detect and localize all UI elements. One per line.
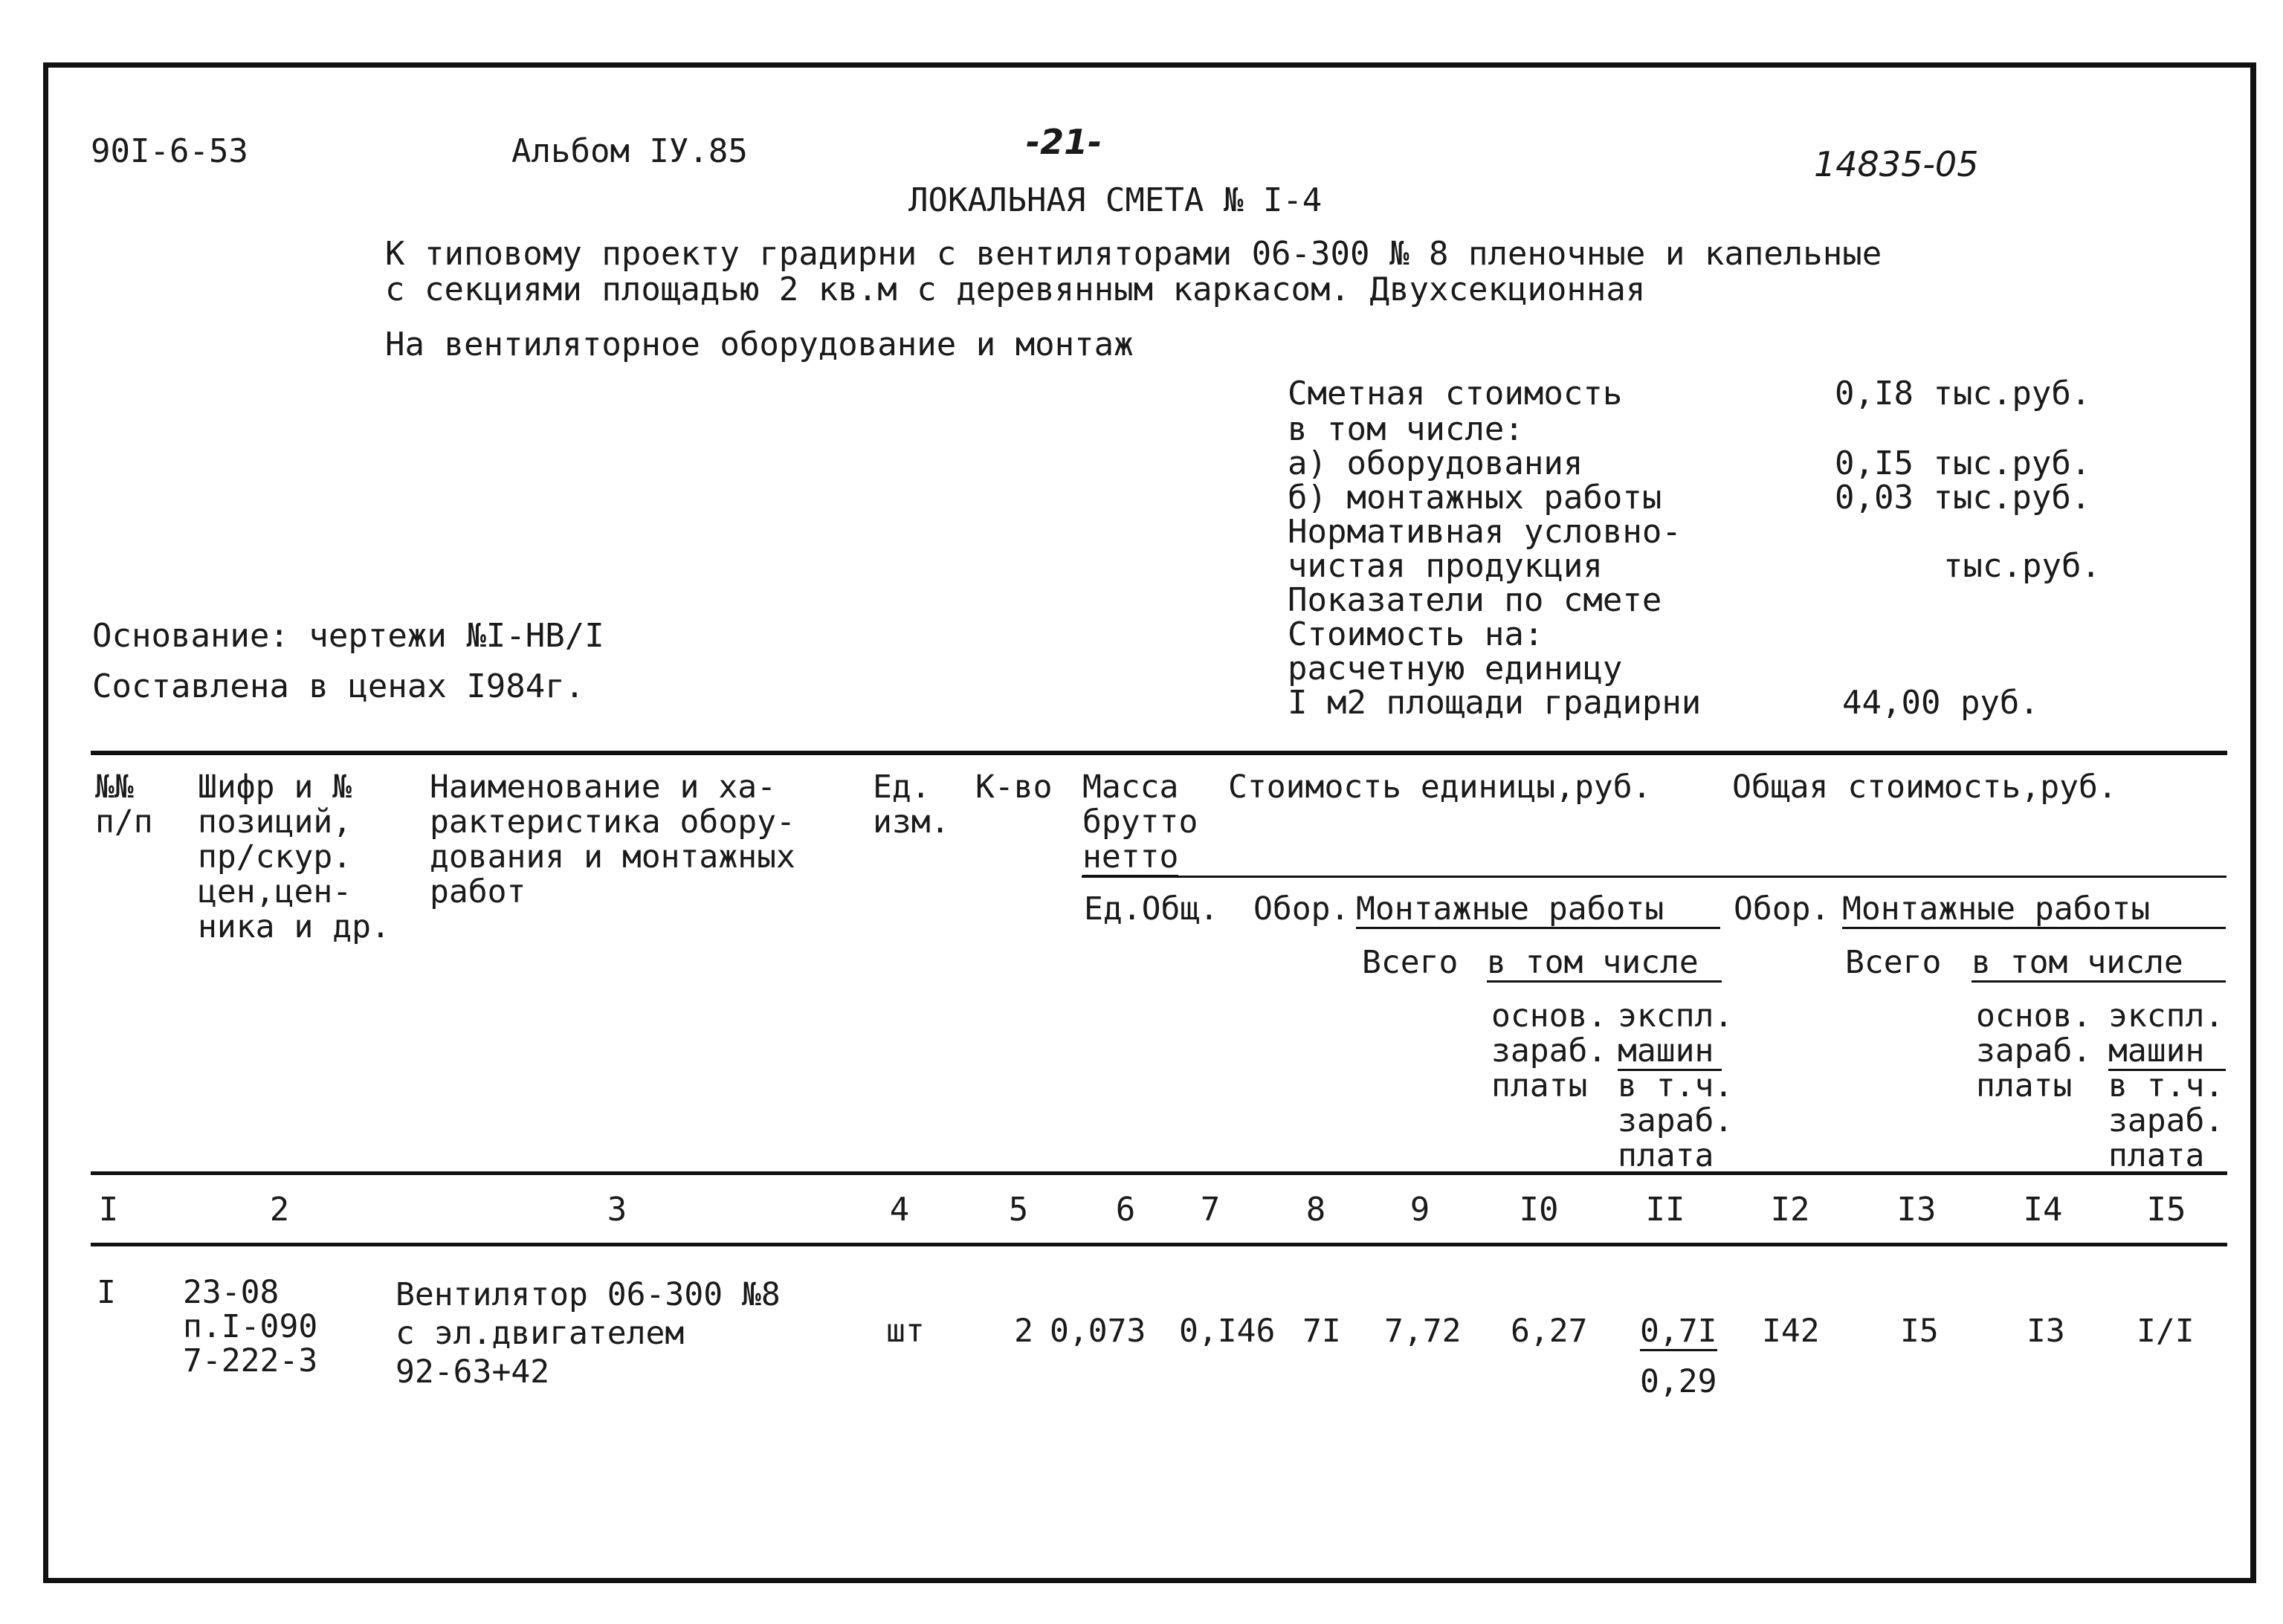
cost-value: 0,I8 тыс.руб.: [1835, 375, 2091, 413]
equipment-value: 0,I5 тыс.руб.: [1835, 444, 2091, 482]
header-machines-3: в т.ч.: [1618, 1067, 1734, 1104]
unit-label: расчетную единицу: [1288, 650, 1623, 688]
album-number: Альбом IУ.85: [511, 132, 748, 170]
row-name: Вентилятор 06-300 №8 с эл.двигателем 92-63+42: [395, 1276, 781, 1391]
page-number: -21-: [1026, 122, 1102, 162]
header-all: Всего: [1362, 944, 1459, 981]
header-sub-rule: [1082, 876, 2227, 878]
header-equipment-total: Обор.: [1734, 890, 1830, 928]
col-number-8: 8: [1305, 1191, 1326, 1229]
col-number-11: II: [1645, 1191, 1685, 1229]
row-equipment-unit: 7I: [1302, 1313, 1341, 1350]
normative-value: тыс.руб.: [1943, 547, 2101, 585]
header-equipment: Обор.: [1253, 890, 1350, 928]
header-installation: Монтажные работы: [1356, 892, 1720, 929]
installation-label: б) монтажных работы: [1288, 479, 1662, 517]
header-quantity: К-во: [975, 769, 1053, 806]
row-wage-unit: 6,27: [1511, 1313, 1588, 1350]
document-code: 90I-6-53: [91, 132, 248, 170]
header-installation-total: Монтажные работы: [1842, 892, 2226, 929]
normative-label-1: Нормативная условно-: [1288, 513, 1682, 551]
col-number-4: 4: [889, 1191, 910, 1229]
estimate-subject: На вентиляторное оборудование и монтаж: [385, 326, 1134, 363]
row-installation-unit: 7,72: [1384, 1313, 1462, 1350]
header-position-no: №№ п/п: [95, 769, 153, 841]
header-mass-unit-total: Ед.Общ.: [1084, 890, 1219, 928]
cost-label: Сметная стоимость: [1288, 375, 1623, 413]
row-installation-total: I5: [1900, 1313, 1939, 1350]
row-quantity: 2: [1014, 1313, 1033, 1350]
header-machines-total-2: машин: [2108, 1034, 2226, 1071]
row-code: 23-08 п.I-090 7-222-3: [183, 1274, 318, 1379]
col-number-1: I: [98, 1191, 119, 1229]
header-machines-total-5: плата: [2108, 1137, 2205, 1174]
header-machines-total-4: зараб.: [2108, 1102, 2224, 1139]
col-number-14: I4: [2023, 1191, 2063, 1229]
cost-on-label: Стоимость на:: [1288, 615, 1544, 653]
row-mass-total: 0,I46: [1179, 1313, 1276, 1350]
header-name: Наименование и ха- рактеристика обору- дования и монтажных работ: [430, 769, 795, 910]
header-including-total: в том числе: [1972, 945, 2226, 983]
header-machines-5: плата: [1618, 1137, 1714, 1174]
header-mass-net: нетто: [1082, 838, 1179, 876]
subtitle-line-1: К типовому проекту градирни с вентиляторами 06-300 № 8 пленочные и капельные: [385, 235, 1882, 273]
basis-prices: Составлена в ценах I984г.: [92, 667, 585, 705]
header-mass: Масса: [1082, 769, 1179, 806]
col-number-7: 7: [1200, 1191, 1221, 1229]
row-mass-unit: 0,073: [1050, 1313, 1146, 1350]
area-value: 44,00 руб.: [1842, 684, 2039, 722]
header-wage: основ. зараб. платы: [1491, 997, 1607, 1104]
col-number-15: I5: [2146, 1191, 2186, 1229]
col-number-9: 9: [1409, 1191, 1430, 1229]
col-number-10: I0: [1519, 1191, 1559, 1229]
row-number: I: [97, 1274, 116, 1311]
header-including: в том числе: [1487, 945, 1722, 983]
row-machines-wage: 0,29: [1640, 1363, 1717, 1400]
header-machines-2: машин: [1618, 1034, 1722, 1071]
row-machines-unit: 0,7I: [1640, 1313, 1717, 1350]
document-title: ЛОКАЛЬНАЯ СМЕТА № I-4: [908, 181, 1323, 219]
col-number-3: 3: [607, 1191, 627, 1229]
col-number-6: 6: [1115, 1191, 1136, 1229]
header-unit: Ед. изм.: [873, 769, 950, 841]
header-machines-4: зараб.: [1618, 1102, 1734, 1139]
row-machines-total: I/I: [2137, 1313, 2195, 1350]
row-unit: шт: [886, 1313, 925, 1350]
table-top-rule: [91, 751, 2227, 755]
basis-drawings: Основание: чертежи №I-НВ/I: [92, 617, 604, 655]
col-number-5: 5: [1008, 1191, 1029, 1229]
archive-number: 14835-05: [1814, 144, 1979, 184]
area-label: I м2 площади градирни: [1288, 684, 1702, 722]
header-wage-total: основ. зараб. платы: [1976, 997, 2092, 1104]
header-machines-total-3: в т.ч.: [2108, 1067, 2224, 1104]
header-machines-1: экспл.: [1618, 997, 1734, 1035]
row-wage-total: I3: [2027, 1313, 2065, 1350]
normative-label-2: чистая продукция: [1288, 547, 1603, 585]
header-machines-total-1: экспл.: [2108, 997, 2224, 1035]
header-bottom-rule: [91, 1171, 2227, 1175]
installation-value: 0,03 тыс.руб.: [1835, 479, 2091, 517]
header-total-cost: Общая стоимость,руб.: [1732, 769, 2117, 806]
subtitle-line-2: с секциями площадью 2 кв.м с деревянным каркасом. Двухсекционная: [385, 271, 1646, 308]
header-unit-cost: Стоимость единицы,руб.: [1228, 769, 1652, 806]
column-numbers-rule: [91, 1243, 2227, 1246]
col-number-12: I2: [1770, 1191, 1810, 1229]
header-mass-gross: брутто: [1082, 803, 1198, 841]
indicators-label: Показатели по смете: [1288, 581, 1662, 619]
row-equipment-total: I42: [1762, 1313, 1820, 1350]
col-number-13: I3: [1896, 1191, 1937, 1229]
header-code: Шифр и № позиций, пр/скур. цен,цен- ника и др.: [198, 769, 390, 945]
col-number-2: 2: [269, 1191, 290, 1229]
equipment-label: а) оборудования: [1288, 444, 1583, 482]
header-all-total: Всего: [1845, 944, 1942, 981]
included-label: в том числе:: [1288, 410, 1524, 448]
